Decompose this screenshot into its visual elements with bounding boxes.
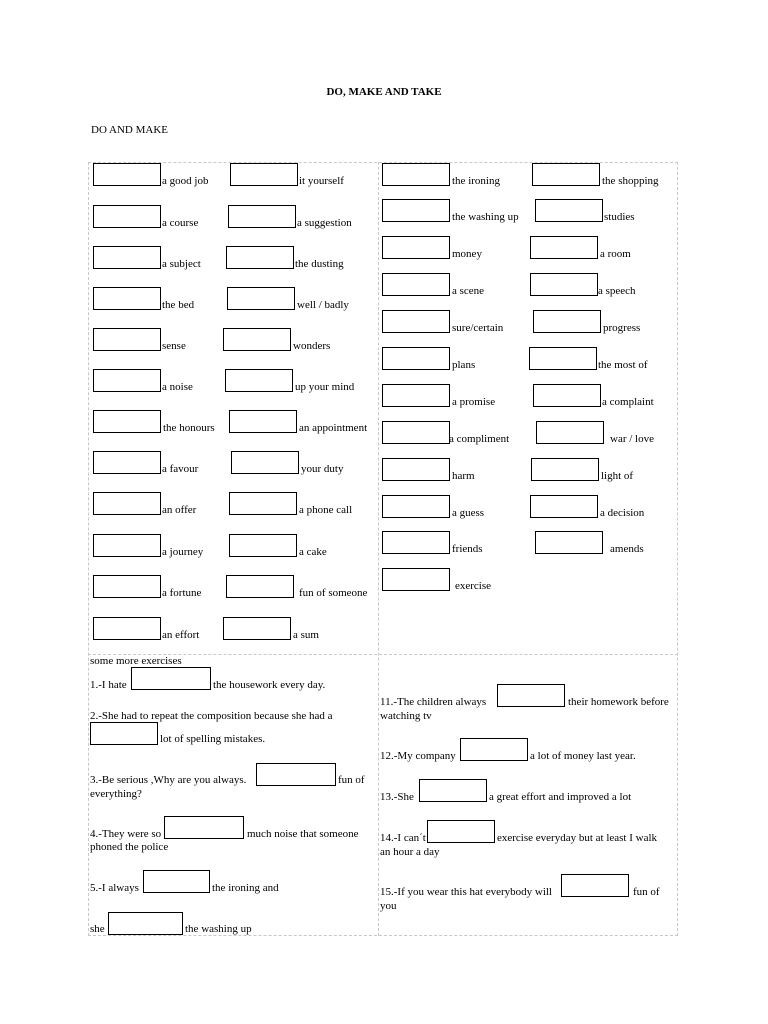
sentence-4-part-a: 4.-They were so <box>90 828 162 840</box>
sentence-3-part-c: everything? <box>90 788 142 800</box>
answer-box[interactable] <box>223 328 291 351</box>
phrase-label: money <box>452 248 482 260</box>
answer-box[interactable] <box>93 492 161 515</box>
sentence-5-part-a: 5.-I always <box>90 882 139 894</box>
phrase-label: plans <box>452 359 476 371</box>
answer-box[interactable] <box>529 347 597 370</box>
answer-box[interactable] <box>229 410 297 433</box>
sentence-15-part-b: fun of <box>633 886 660 898</box>
phrase-label: the bed <box>162 299 195 311</box>
phrase-label: progress <box>603 322 641 334</box>
phrase-label: wonders <box>293 340 331 352</box>
phrase-label: studies <box>604 211 635 223</box>
phrase-label: the honours <box>163 422 215 434</box>
answer-box[interactable] <box>93 287 161 310</box>
phrase-label: harm <box>452 470 475 482</box>
sentence-15-part-a: 15.-If you wear this hat everybody will <box>380 886 552 898</box>
phrase-label: the washing up <box>452 211 519 223</box>
page-title: DO, MAKE AND TAKE <box>326 86 442 98</box>
answer-box[interactable] <box>427 820 495 843</box>
answer-box[interactable] <box>382 568 450 591</box>
phrase-label: up your mind <box>295 381 355 393</box>
phrase-label: a speech <box>598 285 636 297</box>
phrase-label: a sum <box>293 629 319 641</box>
phrase-label: a favour <box>162 463 199 475</box>
answer-box[interactable] <box>225 369 293 392</box>
phrase-label: an effort <box>162 629 200 641</box>
answer-box[interactable] <box>93 246 161 269</box>
answer-box[interactable] <box>93 575 161 598</box>
phrase-label: a course <box>162 217 199 229</box>
answer-box[interactable] <box>93 328 161 351</box>
phrase-label: sure/certain <box>452 322 504 334</box>
answer-box[interactable] <box>382 273 450 296</box>
answer-box[interactable] <box>229 492 297 515</box>
answer-box[interactable] <box>382 531 450 554</box>
answer-box[interactable] <box>460 738 528 761</box>
answer-box[interactable] <box>231 451 299 474</box>
sentence-3-part-a: 3.-Be serious ,Why are you always. <box>90 774 247 786</box>
answer-box[interactable] <box>90 722 158 745</box>
phrase-label: an appointment <box>299 422 368 434</box>
sentence-5-part-c: she <box>90 923 105 935</box>
section-heading: DO AND MAKE <box>91 124 168 136</box>
answer-box[interactable] <box>530 273 598 296</box>
answer-box[interactable] <box>228 205 296 228</box>
sentence-14-part-a: 14.-I can´t <box>380 832 426 844</box>
phrase-label: a fortune <box>162 587 202 599</box>
phrase-label: a scene <box>452 285 485 297</box>
answer-box[interactable] <box>530 236 598 259</box>
answer-box[interactable] <box>227 287 295 310</box>
sentence-5-part-b: the ironing and <box>212 882 279 894</box>
sentence-14-part-b: exercise everyday but at least I walk <box>497 832 658 844</box>
sentence-2-part-a: 2.-She had to repeat the composition because she had a <box>90 710 333 722</box>
sentence-13-part-b: a great effort and improved a lot <box>489 791 632 803</box>
answer-box[interactable] <box>226 246 294 269</box>
phrase-label: a decision <box>600 507 645 519</box>
sentence-3-part-b: fun of <box>338 774 365 786</box>
sentence-11-part-a: 11.-The children always <box>380 696 487 708</box>
answer-box[interactable] <box>256 763 336 786</box>
phrase-label: an offer <box>162 504 197 516</box>
phrase-label: a journey <box>162 546 204 558</box>
phrase-label: well / badly <box>297 299 349 311</box>
answer-box[interactable] <box>532 163 600 186</box>
phrase-label: a subject <box>162 258 201 270</box>
sentence-13-part-a: 13.-She <box>380 791 414 803</box>
answer-box[interactable] <box>531 458 599 481</box>
answer-box[interactable] <box>419 779 487 802</box>
answer-box[interactable] <box>93 617 161 640</box>
sentence-12-part-b: a lot of money last year. <box>530 750 636 762</box>
sentence-4-part-c: phoned the police <box>90 841 169 853</box>
phrase-label: the ironing <box>452 175 500 187</box>
phrase-label: the dusting <box>295 258 344 270</box>
answer-box[interactable] <box>382 347 450 370</box>
answer-box[interactable] <box>535 199 603 222</box>
column-divider <box>378 162 379 936</box>
phrase-label: a cake <box>299 546 327 558</box>
phrase-label: a guess <box>452 507 485 519</box>
phrase-label: a noise <box>162 381 193 393</box>
answer-box[interactable] <box>93 534 161 557</box>
phrase-label: amends <box>610 543 644 555</box>
answer-box[interactable] <box>382 458 450 481</box>
answer-box[interactable] <box>131 667 211 690</box>
answer-box[interactable] <box>382 163 450 186</box>
answer-box[interactable] <box>497 684 565 707</box>
phrase-label: sense <box>162 340 186 352</box>
answer-box[interactable] <box>530 495 598 518</box>
answer-box[interactable] <box>561 874 629 897</box>
sentence-1-part-a: 1.-I hate <box>90 679 127 691</box>
sentence-11-part-b: their homework before <box>568 696 669 708</box>
answer-box[interactable] <box>382 384 450 407</box>
answer-box[interactable] <box>93 410 161 433</box>
sentence-4-part-b: much noise that someone <box>247 828 359 840</box>
answer-box[interactable] <box>382 310 450 333</box>
phrase-label: a complaint <box>602 396 654 408</box>
answer-box[interactable] <box>93 163 161 186</box>
answer-box[interactable] <box>382 421 450 444</box>
phrase-label: a room <box>600 248 631 260</box>
answer-box[interactable] <box>382 495 450 518</box>
phrase-label: a promise <box>452 396 496 408</box>
answer-box[interactable] <box>229 534 297 557</box>
answer-box[interactable] <box>533 384 601 407</box>
phrase-label: fun of someone <box>299 587 368 599</box>
answer-box[interactable] <box>382 199 450 222</box>
phrase-label: the most of <box>598 359 648 371</box>
exercises-heading: some more exercises <box>90 655 182 667</box>
answer-box[interactable] <box>533 310 601 333</box>
answer-box[interactable] <box>93 451 161 474</box>
answer-box[interactable] <box>143 870 210 893</box>
phrase-label: it yourself <box>299 175 344 187</box>
answer-box[interactable] <box>164 816 244 839</box>
phrase-label: a phone call <box>299 504 353 516</box>
sentence-2-part-b: lot of spelling mistakes. <box>160 733 266 745</box>
answer-box[interactable] <box>382 236 450 259</box>
answer-box[interactable] <box>93 369 161 392</box>
sentence-5-part-d: the washing up <box>185 923 252 935</box>
phrase-label: war / love <box>610 433 654 445</box>
answer-box[interactable] <box>108 912 183 935</box>
phrase-label: a suggestion <box>297 217 352 229</box>
sentence-14-part-c: an hour a day <box>380 846 440 858</box>
phrase-label: a compliment <box>449 433 510 445</box>
sentence-12-part-a: 12.-My company <box>380 750 456 762</box>
phrase-label: a good job <box>162 175 209 187</box>
phrase-label: exercise <box>455 580 492 592</box>
answer-box[interactable] <box>93 205 161 228</box>
answer-box[interactable] <box>226 575 294 598</box>
phrase-label: friends <box>452 543 483 555</box>
phrase-label: light of <box>601 470 634 482</box>
sentence-11-part-c: watching tv <box>380 710 432 722</box>
answer-box[interactable] <box>535 531 603 554</box>
phrase-label: your duty <box>301 463 344 475</box>
answer-box[interactable] <box>230 163 298 186</box>
sentence-1-part-b: the housework every day. <box>213 679 326 691</box>
phrase-label: the shopping <box>602 175 659 187</box>
answer-box[interactable] <box>536 421 604 444</box>
sentence-15-part-c: you <box>380 900 397 912</box>
answer-box[interactable] <box>223 617 291 640</box>
